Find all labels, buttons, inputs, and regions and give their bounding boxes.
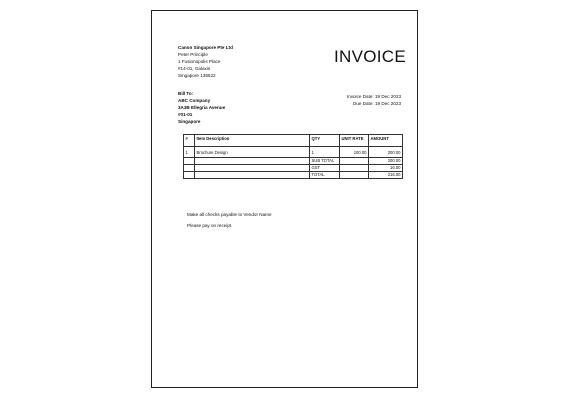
bill-to-label: Bill To: [178,91,194,96]
notes-block [187,211,272,232]
invoice-date: Invoice Date: 19 Dec 2023 [346,94,401,99]
seller-company: Canon Singapore Pte Ltd [178,45,233,50]
bill-to-address-line-3: Singapore [178,119,201,124]
seller-address-line-2: #14-01, Galaxis [178,66,211,71]
header-number: # [184,135,195,147]
bill-to-address-line-1: 3A3B Ellegria Avenue [178,105,226,110]
bill-to-company: ABC Company [178,98,211,103]
row-number: 1 [184,150,195,158]
table-header-row [184,135,403,147]
subtotal-label: SUB TOTAL [310,158,340,165]
row-description: Brochure Design [195,150,310,158]
seller-address-line-1: 1 Fusionopolis Place [178,59,221,64]
gst-label: GST [310,165,340,172]
invoice-title: INVOICE [334,47,407,66]
row-unit-rate: 100.00 [340,150,369,158]
seller-contact: Peter Principle [178,52,208,57]
subtotal-value: 200.00 [369,158,403,165]
invoice-page [151,10,418,388]
header-unit-rate: UNIT RATE [340,135,369,147]
header-qty: QTY [310,135,340,147]
checks-note: Make all checks payable to Vendor Name [187,212,272,217]
payment-note: Please pay on receipt. [187,222,233,228]
gst-row [184,165,403,172]
seller-address-line-3: Singapore 138522 [178,73,216,78]
bill-to-address-line-2: #01-01 [178,112,193,117]
bill-to-block [178,90,225,125]
due-date: Due Date: 19 Dec 2023 [352,101,401,106]
row-qty: 1 [310,150,340,158]
row-amount: 200.00 [369,150,403,158]
seller-block [178,44,233,79]
table-row [184,150,403,158]
gst-value: 16.00 [369,165,403,172]
total-label: TOTAL [310,172,340,179]
header-item-description: Item Description [195,135,310,147]
total-value: 216.00 [369,172,403,179]
header-amount: AMOUNT [369,135,403,147]
total-row [184,172,403,179]
dates-block [347,93,401,107]
subtotal-row [184,158,403,165]
line-items-table [183,134,403,179]
